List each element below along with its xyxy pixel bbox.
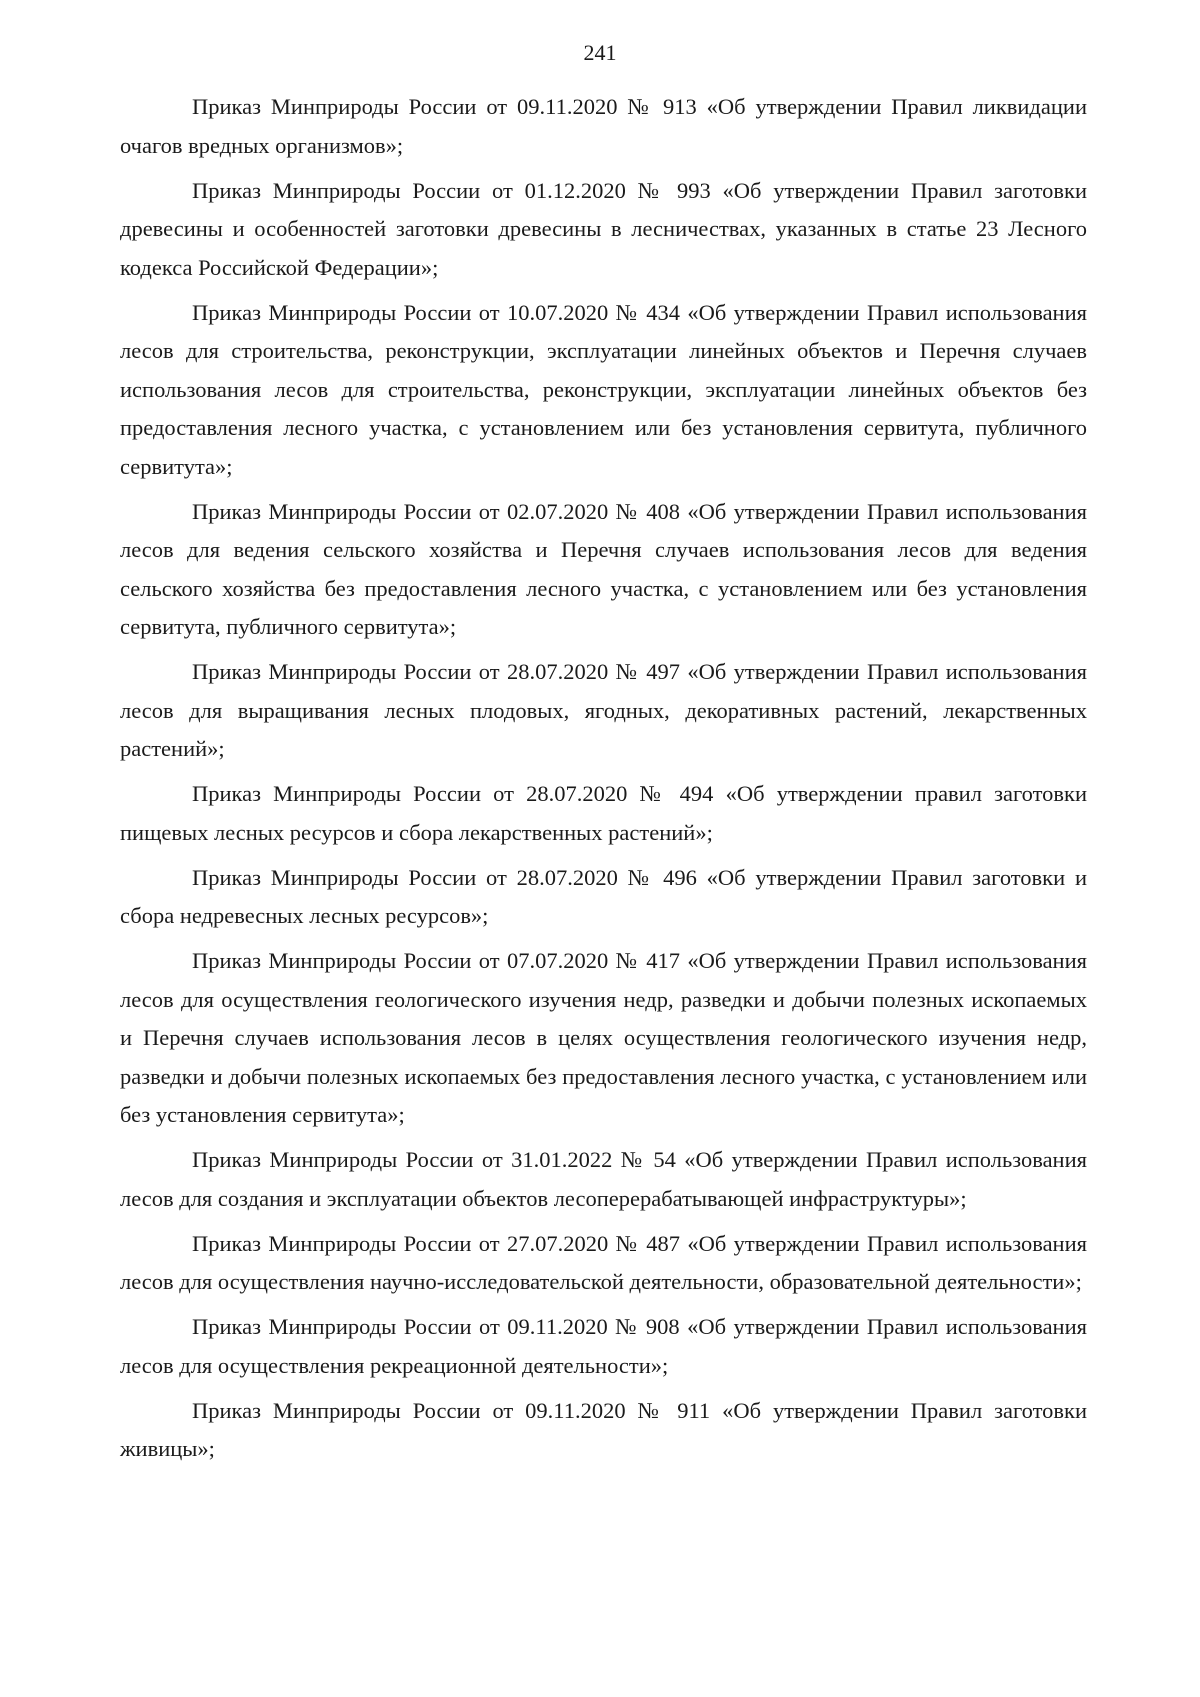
paragraph-order-487: Приказ Минприроды России от 27.07.2020 № 487 «Об утверждении Правил использования лесов для осуществления научно-исследовательской деятельности, образовательной деятельности»; [120, 1230, 1087, 1294]
paragraph-order-434: Приказ Минприроды России от 10.07.2020 № 434 «Об утверждении Правил использования лесов для строительства, реконструкции, эксплуатации линейных объектов и Перечня случаев использования лесов для строительства, реконструкции, эксплуатации линейных объектов без предоставления лесного участка, с установлением или без установления сервитута, публичного сервитута»; [120, 299, 1087, 479]
paragraph-order-496: Приказ Минприроды России от 28.07.2020 № 496 «Об утверждении Правил заготовки и сбора недревесных лесных ресурсов»; [120, 864, 1087, 928]
paragraph-order-497: Приказ Минприроды России от 28.07.2020 № 497 «Об утверждении Правил использования лесов для выращивания лесных плодовых, ягодных, декоративных растений, лекарственных растений»; [120, 659, 1087, 761]
paragraph-order-54: Приказ Минприроды России от 31.01.2022 № 54 «Об утверждении Правил использования лесов для создания и эксплуатации объектов лесоперерабатывающей инфраструктуры»; [120, 1147, 1087, 1211]
paragraph-order-408: Приказ Минприроды России от 02.07.2020 № 408 «Об утверждении Правил использования лесов для ведения сельского хозяйства и Перечня случаев использования лесов для ведения сельского хозяйства без предоставления лесного участка, с установлением или без установления сервитута, публичного сервитута»; [120, 498, 1087, 639]
paragraph-order-911: Приказ Минприроды России от 09.11.2020 № 911 «Об утверждении Правил заготовки живицы»; [120, 1397, 1087, 1461]
document-body [120, 88, 1087, 1475]
paragraph-order-993: Приказ Минприроды России от 01.12.2020 № 993 «Об утверждении Правил заготовки древесины и особенностей заготовки древесины в лесничествах, указанных в статье 23 Лесного кодекса Российской Федерации»; [120, 177, 1087, 280]
page-number: 241 [583, 40, 617, 65]
paragraph-order-417: Приказ Минприроды России от 07.07.2020 № 417 «Об утверждении Правил использования лесов для осуществления геологического изучения недр, разведки и добычи полезных ископаемых и Перечня случаев использования лесов в целях осуществления геологического изучения недр, разведки и добычи полезных ископаемых без предоставления лесного участка, с установлением или без установления сервитута»; [120, 948, 1087, 1127]
paragraph-order-908: Приказ Минприроды России от 09.11.2020 № 908 «Об утверждении Правил использования лесов для осуществления рекреационной деятельности»; [120, 1314, 1087, 1378]
paragraph-order-494: Приказ Минприроды России от 28.07.2020 № 494 «Об утверждении правил заготовки пищевых лесных ресурсов и сбора лекарственных растений»; [120, 781, 1087, 845]
paragraph-order-913: Приказ Минприроды России от 09.11.2020 № 913 «Об утверждении Правил ликвидации очагов вредных организмов»; [120, 94, 1087, 158]
